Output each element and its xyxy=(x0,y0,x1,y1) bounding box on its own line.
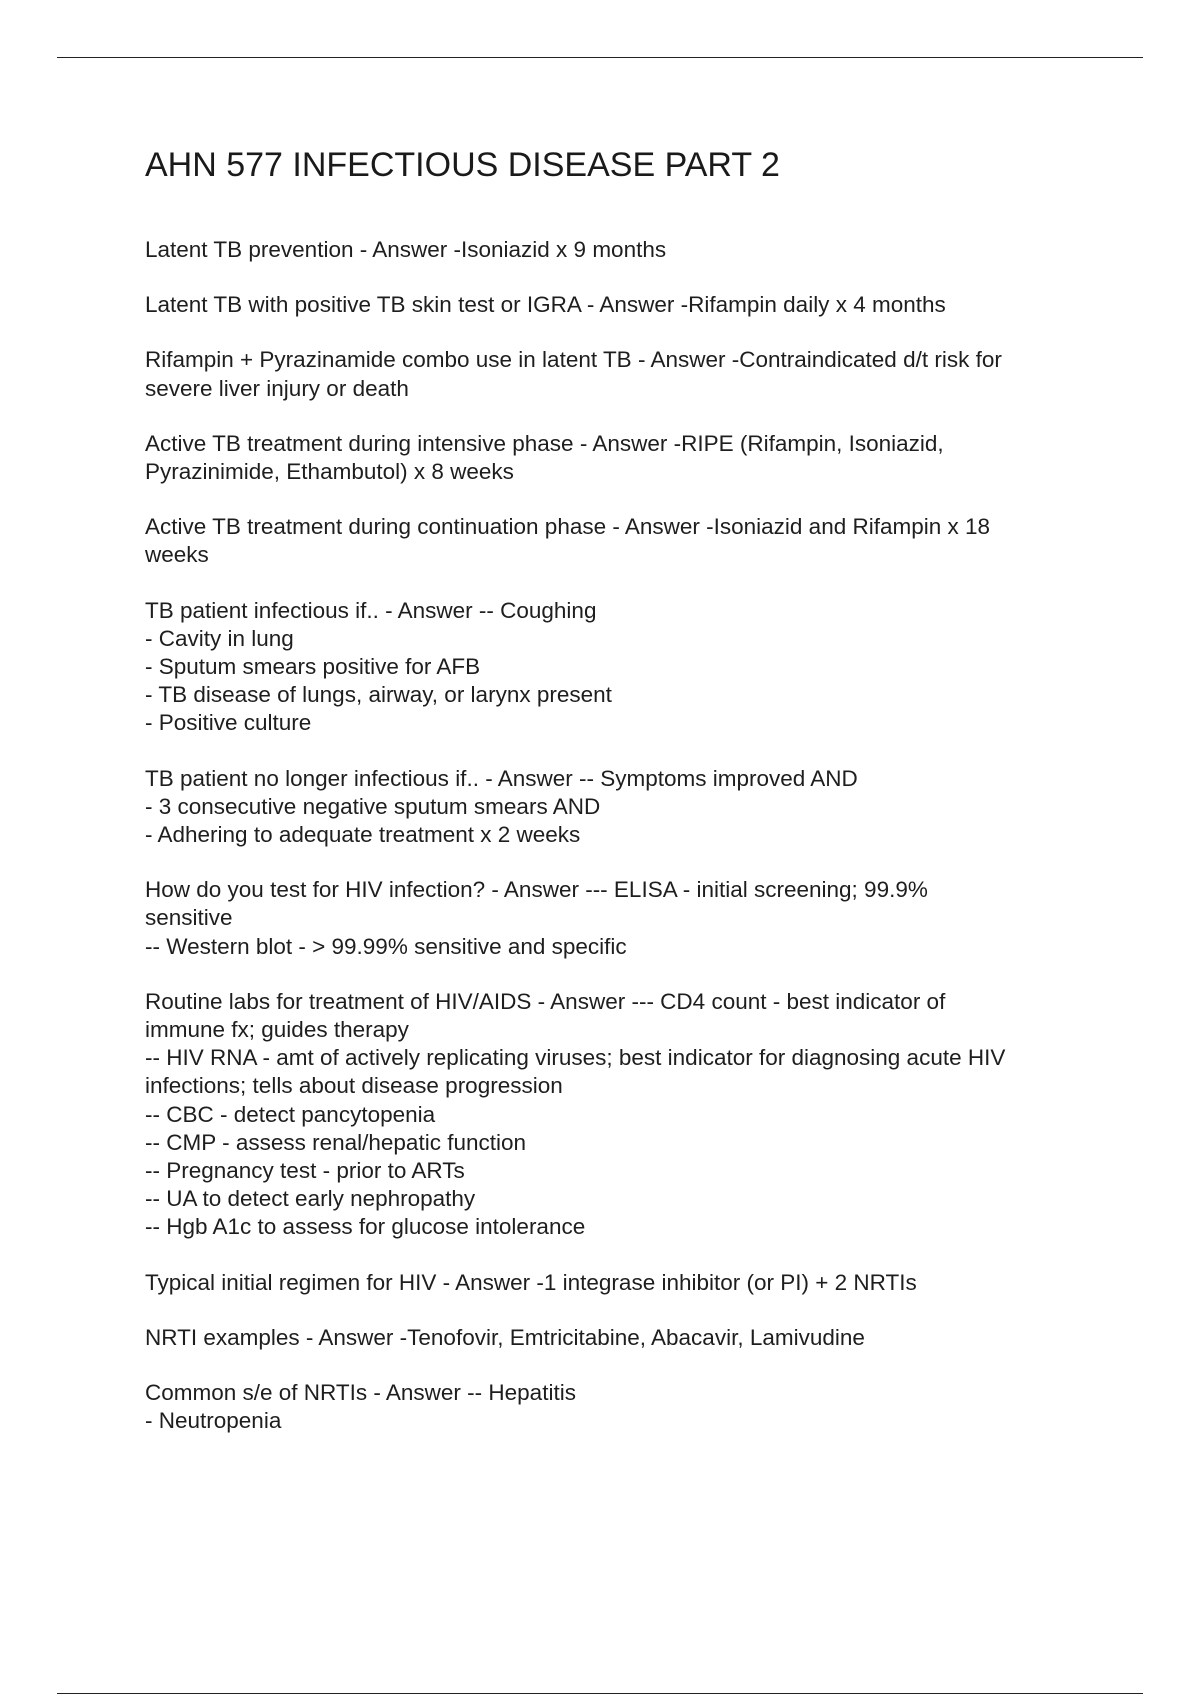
qa-line: - Cavity in lung xyxy=(145,625,294,651)
qa-line: Common s/e of NRTIs - Answer -- Hepatitis xyxy=(145,1380,576,1406)
qa-list xyxy=(145,236,1095,1436)
document-body xyxy=(145,141,1095,1463)
qa-line: weeks xyxy=(145,542,209,568)
qa-item xyxy=(145,988,1095,1242)
qa-line: - Neutropenia xyxy=(145,1408,282,1434)
qa-item xyxy=(145,1269,1095,1297)
qa-line: -- CBC - detect pancytopenia xyxy=(145,1101,436,1127)
qa-line: -- HIV RNA - amt of actively replicating viruses; best indicator for diagnosing acute HIV xyxy=(145,1045,1006,1071)
qa-line: Latent TB with positive TB skin test or IGRA - Answer -Rifampin daily x 4 months xyxy=(145,292,946,318)
qa-line: -- UA to detect early nephropathy xyxy=(145,1186,476,1212)
qa-line: -- Hgb A1c to assess for glucose intolerance xyxy=(145,1214,586,1240)
qa-line: - TB disease of lungs, airway, or larynx present xyxy=(145,682,612,708)
qa-line: immune fx; guides therapy xyxy=(145,1017,409,1043)
qa-line: Rifampin + Pyrazinamide combo use in latent TB - Answer -Contraindicated d/t risk for xyxy=(145,347,1002,373)
qa-line: severe liver injury or death xyxy=(145,375,409,401)
qa-line: -- Western blot - > 99.99% sensitive and specific xyxy=(145,933,627,959)
bottom-rule xyxy=(57,1693,1143,1694)
qa-item xyxy=(145,291,1095,319)
qa-line: TB patient infectious if.. - Answer -- Coughing xyxy=(145,597,597,623)
qa-line: - Adhering to adequate treatment x 2 weeks xyxy=(145,822,581,848)
qa-line: - Positive culture xyxy=(145,710,312,736)
qa-line: - 3 consecutive negative sputum smears AND xyxy=(145,793,601,819)
qa-item xyxy=(145,765,1095,850)
qa-item xyxy=(145,236,1095,264)
top-rule xyxy=(57,57,1143,58)
qa-line: Active TB treatment during intensive phase - Answer -RIPE (Rifampin, Isoniazid, xyxy=(145,430,944,456)
qa-item xyxy=(145,346,1095,402)
qa-line: Latent TB prevention - Answer -Isoniazid x 9 months xyxy=(145,237,667,262)
qa-item xyxy=(145,1324,1095,1352)
qa-line: -- Pregnancy test - prior to ARTs xyxy=(145,1158,465,1184)
qa-line: Pyrazinimide, Ethambutol) x 8 weeks xyxy=(145,459,514,485)
qa-line: Routine labs for treatment of HIV/AIDS - Answer --- CD4 count - best indicator of xyxy=(145,988,946,1014)
document-title: AHN 577 INFECTIOUS DISEASE PART 2 xyxy=(145,146,780,184)
qa-line: Typical initial regimen for HIV - Answer -1 integrase inhibitor (or PI) + 2 NRTIs xyxy=(145,1269,917,1295)
qa-line: infections; tells about disease progression xyxy=(145,1073,563,1099)
qa-item xyxy=(145,597,1095,738)
qa-item xyxy=(145,1379,1095,1435)
qa-line: TB patient no longer infectious if.. - Answer -- Symptoms improved AND xyxy=(145,765,858,791)
qa-line: How do you test for HIV infection? - Answer --- ELISA - initial screening; 99.9% xyxy=(145,877,928,903)
qa-line: -- CMP - assess renal/hepatic function xyxy=(145,1129,526,1155)
qa-item xyxy=(145,513,1095,569)
qa-line: Active TB treatment during continuation phase - Answer -Isoniazid and Rifampin x 18 xyxy=(145,514,991,540)
qa-item xyxy=(145,876,1095,961)
qa-line: - Sputum smears positive for AFB xyxy=(145,654,481,680)
qa-line: sensitive xyxy=(145,905,233,931)
qa-line: NRTI examples - Answer -Tenofovir, Emtricitabine, Abacavir, Lamivudine xyxy=(145,1324,865,1350)
qa-item xyxy=(145,430,1095,486)
